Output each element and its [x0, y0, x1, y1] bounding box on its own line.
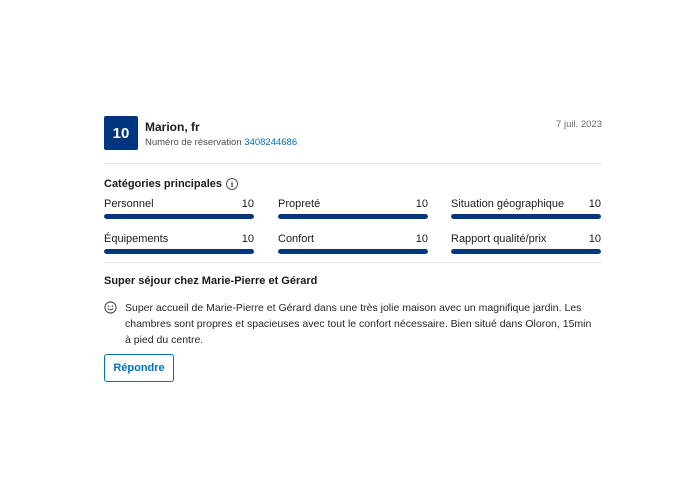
review-score-badge: 10 [104, 116, 138, 150]
category-item-rapport-qualite-prix [451, 233, 601, 254]
category-label: Personnel [104, 198, 154, 210]
category-item-confort [278, 233, 428, 254]
header-divider [104, 163, 602, 164]
category-label: Rapport qualité/prix [451, 233, 547, 245]
category-value: 10 [588, 233, 601, 245]
reservation-line [145, 137, 297, 148]
category-bar-fill [278, 249, 428, 254]
category-label: Propreté [278, 198, 321, 210]
category-item-proprete [278, 198, 428, 219]
category-label: Situation géographique [451, 198, 565, 210]
category-label: Équipements [104, 233, 169, 245]
category-value: 10 [241, 198, 254, 210]
reservation-label: Numéro de réservation [145, 137, 242, 148]
category-bar [278, 249, 428, 254]
category-bar [451, 214, 601, 219]
category-bar [278, 214, 428, 219]
category-label: Confort [278, 233, 315, 245]
categories-divider [104, 262, 602, 263]
reviewer-name: Marion, fr [145, 120, 200, 134]
reservation-number-link[interactable]: 3408244686 [244, 137, 298, 148]
category-bar-fill [278, 214, 428, 219]
categories-heading [104, 178, 238, 190]
category-bar-fill [104, 249, 254, 254]
category-value: 10 [415, 198, 428, 210]
review-card [104, 116, 602, 374]
category-bar [104, 214, 254, 219]
category-bar-fill [451, 249, 601, 254]
category-value: 10 [415, 233, 428, 245]
smile-icon [104, 301, 117, 314]
category-value: 10 [588, 198, 601, 210]
review-date: 7 juil. 2023 [556, 119, 602, 130]
category-item-situation [451, 198, 601, 219]
category-item-equipements [104, 233, 254, 254]
category-bar-fill [451, 214, 601, 219]
review-header [104, 116, 602, 152]
review-title: Super séjour chez Marie-Pierre et Gérard [104, 275, 318, 287]
review-text: Super accueil de Marie-Pierre et Gérard dans une très jolie maison avec un magnifique jardin. Les chambres sont propres et spacieuses avec tout le confort nécessaire. Bien situé dans Oloron, 15min à pied du centre. [125, 302, 592, 346]
info-icon[interactable]: i [226, 178, 238, 190]
category-item-personnel [104, 198, 254, 219]
category-bar [104, 249, 254, 254]
reply-button[interactable]: Répondre [104, 354, 174, 382]
categories-title: Catégories principales [104, 178, 222, 190]
category-value: 10 [241, 233, 254, 245]
category-bar [451, 249, 601, 254]
category-bar-fill [104, 214, 254, 219]
